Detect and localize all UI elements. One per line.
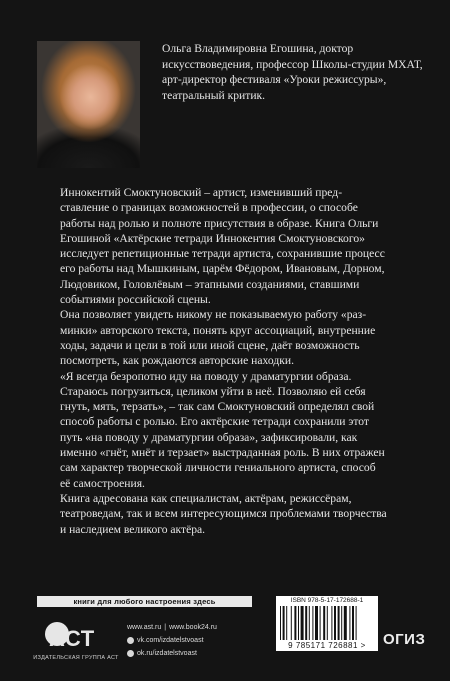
link-separator: | <box>164 624 167 631</box>
barcode-box <box>276 596 378 651</box>
vk-icon <box>127 637 134 644</box>
ast-logo <box>43 614 115 654</box>
book24-site-link[interactable]: www.book24.ru <box>169 624 217 631</box>
annotation-paragraph-2: Она позволяет увидеть никому не показываемую работу «раз- минки» авторского текста, понять круг ассоциаций, внутренние ходы, задачи и цели в той или иной сцене, даёт возможность посмотреть, как рождаются авторские находки. <box>60 308 376 368</box>
barcode-digits: 9 785171 726881 > <box>288 641 366 650</box>
tagline-bar: книги для любого настроения здесь <box>37 596 252 607</box>
publisher-group-label: ИЗДАТЕЛЬСКАЯ ГРУППА АСТ <box>33 655 119 661</box>
vk-link[interactable]: vk.com/izdatelstvoast <box>137 637 204 644</box>
ast-site-link[interactable]: www.ast.ru <box>127 624 162 631</box>
barcode-bars <box>280 606 374 640</box>
ok-row <box>127 647 267 660</box>
author-photo <box>37 41 140 168</box>
publisher-links <box>127 621 267 660</box>
isbn: ISBN 978-5-17-172688-1 <box>290 597 364 604</box>
ok-icon <box>127 650 134 657</box>
annotation-paragraph-3: «Я всегда безропотно иду на поводу у драматургии образа. Стараюсь погрузиться, целиком уйти в неё. Позволяю ей себя гнуть, мять, терзать», – так сам Смоктуновский определял свой способ работы с ролью. Его актёрские тетради сохранили этот путь «на поводу у драматургии образа», зафиксировали, как именно «гнёт, мнёт и терзает» выстраданная роль. В них отражен сам характер творческой личности гениального артиста, способ её самостроения. <box>60 369 385 490</box>
website-row <box>127 621 267 634</box>
ok-link[interactable]: ok.ru/izdatelstvoast <box>137 650 197 657</box>
annotation-paragraph-4: Книга адресована как специалистам, актёрам, режиссёрам, театроведам, так и всем интересующимся проблемами творчества и наследием великого актёра. <box>60 491 387 536</box>
annotation-text <box>60 185 410 537</box>
ogiz-logo: ОГИЗ <box>383 631 426 648</box>
vk-row <box>127 634 267 647</box>
ast-logo-text: ACT <box>49 626 95 651</box>
author-bio: Ольга Владимировна Егошина, доктор искусствоведения, профессор Школы-студии МХАТ, арт-директор фестиваля «Уроки режиссуры», театральный критик. <box>162 42 423 102</box>
annotation-paragraph-1: Иннокентий Смоктуновский – артист, изменивший пред- ставление о границах возможностей в профессии, о способе работы над ролью и полноте присутствия в образе. Книга Ольги Егошиной «Актёрские тетради Иннокентия Смоктуновского» исследует репетиционные тетради артиста, сохранившие процесс его работы над Мышкиным, царём Фёдором, Ивановым, Дорном, Людовиком, Головлёвым – этапными созданиями, ставшими событиями российской сцены. <box>60 186 385 307</box>
